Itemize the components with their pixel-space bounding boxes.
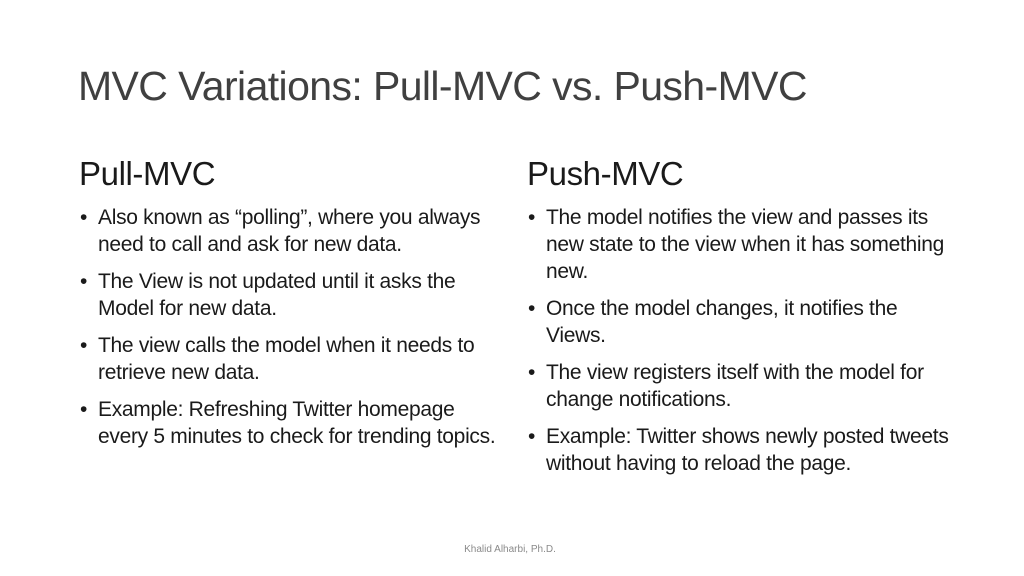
pull-mvc-column [79, 150, 509, 460]
bullet-icon: • [528, 361, 536, 384]
bullet-icon: • [528, 297, 536, 320]
list-item [527, 359, 957, 413]
list-item [79, 268, 509, 322]
bullet-text: The model notifies the view and passes its new state to the view when it has something new. [546, 206, 944, 283]
bullet-text: The view calls the model when it needs to retrieve new data. [98, 334, 475, 384]
push-mvc-column [527, 150, 957, 487]
push-mvc-heading: Push-MVC [527, 155, 684, 192]
slide-title: MVC Variations: Pull-MVC vs. Push-MVC [78, 63, 807, 109]
push-mvc-bullet-list [527, 204, 957, 477]
list-item [527, 295, 957, 349]
bullet-text: The view registers itself with the model for change notifications. [546, 361, 924, 411]
pull-mvc-bullet-list [79, 204, 509, 450]
list-item [79, 332, 509, 386]
bullet-icon: • [80, 270, 88, 293]
bullet-icon: • [80, 334, 88, 357]
bullet-text: Also known as “polling”, where you always need to call and ask for new data. [98, 206, 481, 256]
pull-mvc-heading: Pull-MVC [79, 155, 216, 192]
bullet-icon: • [528, 425, 536, 448]
bullet-icon: • [80, 206, 88, 229]
bullet-text: Example: Twitter shows newly posted tweets without having to reload the page. [546, 425, 949, 475]
slide-footer [0, 544, 1024, 555]
bullet-text: Example: Refreshing Twitter homepage every 5 minutes to check for trending topics. [98, 398, 496, 448]
bullet-icon: • [80, 398, 88, 421]
footer-author: Khalid Alharbi, Ph.D. [464, 544, 556, 555]
list-item [527, 204, 957, 285]
list-item [527, 423, 957, 477]
bullet-icon: • [528, 206, 536, 229]
list-item [79, 204, 509, 258]
list-item [79, 396, 509, 450]
bullet-text: Once the model changes, it notifies the Views. [546, 297, 898, 347]
bullet-text: The View is not updated until it asks the Model for new data. [98, 270, 456, 320]
